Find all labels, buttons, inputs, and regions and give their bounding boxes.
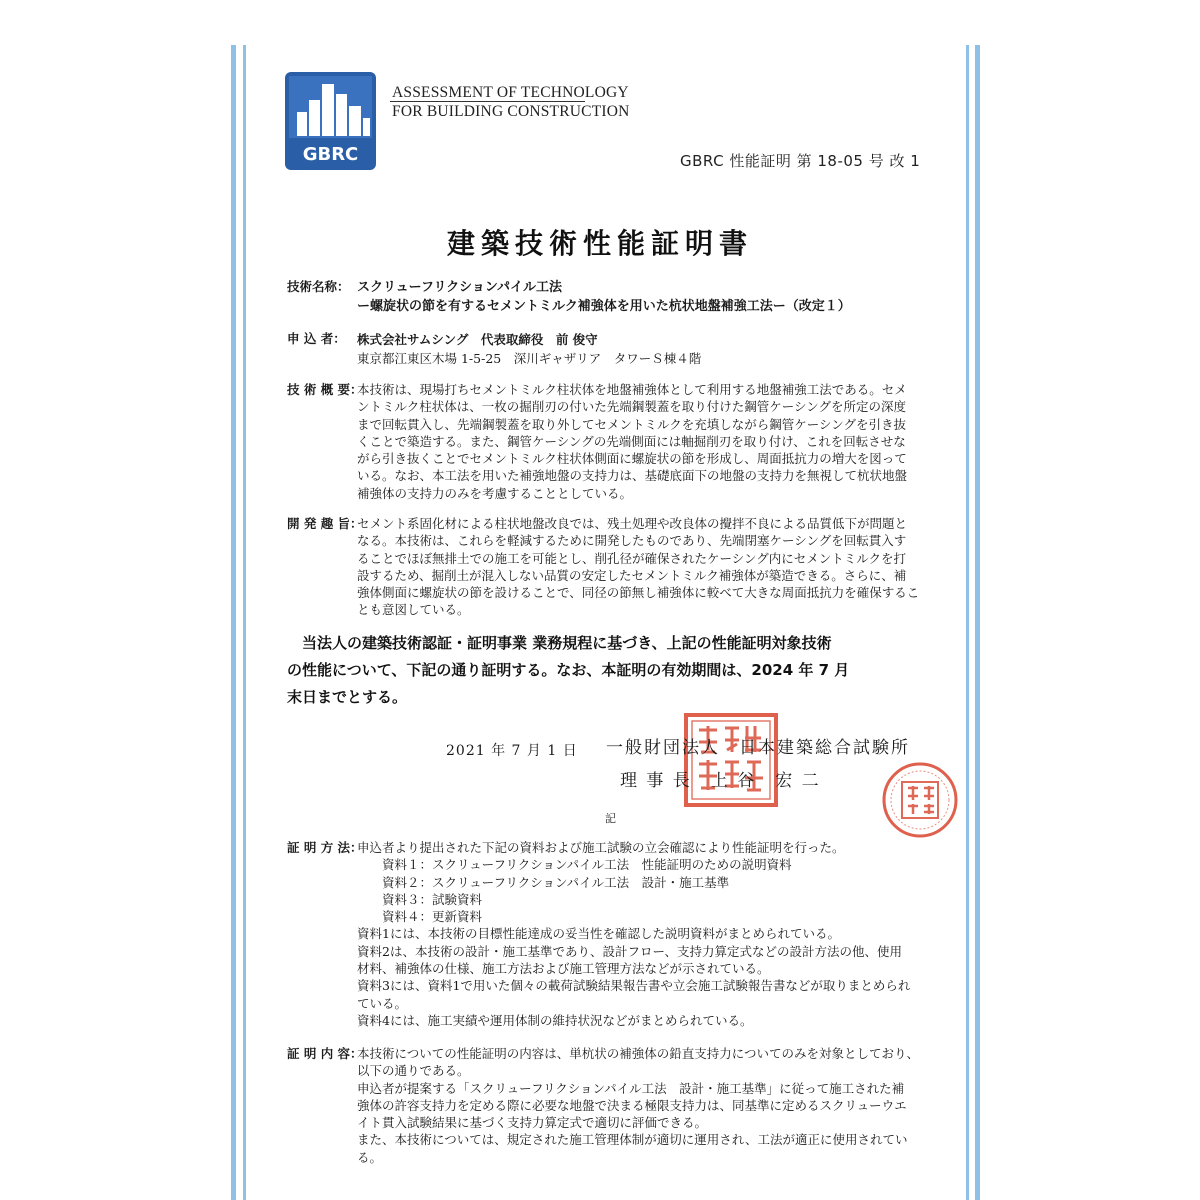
purpose-line: ることでほぼ無排土での施工を可能とし、削孔径が確保されたケーシング内にセメントミルクを打 (357, 550, 906, 566)
method-line: 資料４：更新資料 (357, 909, 483, 925)
method-line: 資料4には、施工実績や運用体制の維持状況などがまとめられている。 (357, 1012, 753, 1028)
method-line: 資料３：試験資料 (357, 891, 483, 907)
border-line-left-outer (231, 45, 236, 1200)
brand-divider (390, 101, 585, 102)
brand-line-2: FOR BUILDING CONSTRUCTION (392, 103, 630, 120)
overview-line: がら引き抜くことでセメントミルク柱状体側面に螺旋状の節を形成し、周面抵抗力の増大を図って (357, 451, 907, 467)
president-name: 理 事 長 上 谷 宏 二 (620, 771, 821, 791)
organization-name: 一般財団法人 日本建築総合試験所 (606, 738, 910, 758)
border-line-right-outer (975, 45, 980, 1200)
method-line: 資料１：スクリューフリクションパイル工法 性能証明のための説明資料 (357, 857, 792, 873)
applicant-label: 申 込 者： (287, 331, 346, 346)
content-line: 申込者が提案する「スクリューフリクションパイル工法 設計・施工基準」に従って施工された補 (357, 1080, 905, 1096)
president-seal (880, 760, 960, 840)
purpose-line: なる。本技術は、これらを軽減するために開発したものであり、先端閉塞ケーシングを回転貫入す (357, 533, 907, 549)
applicant-body (357, 330, 947, 368)
overview-line: いる。なお、本工法を用いた補強地盤の支持力は、基礎底面下の地盤の支持力を無視して杭状地盤 (357, 468, 908, 484)
technology-line: ー螺旋状の節を有するセメントミルク補強体を用いた杭状地盤補強工法ー（改定１） (357, 299, 851, 314)
content-line: 本技術についての性能証明の内容は、単杭状の補強体の鉛直支持力についてのみを対象としており、 (357, 1046, 920, 1061)
border-line-right-inner (966, 45, 969, 1200)
technology-label: 技術名称： (287, 279, 350, 294)
declaration-line: の性能について、下記の通り証明する。なお、本証明の有効期間は、2024 年 7 月 (287, 661, 850, 679)
content-line: また、本技術については、規定された施工管理体制が適切に運用され、工法が適正に使用されてい (357, 1132, 908, 1148)
brand-text (392, 83, 630, 121)
declaration-line: 末日までとする。 (287, 688, 408, 706)
method-line: 材料、補強体の仕様、施工方法および施工管理方法などが示されている。 (357, 961, 770, 977)
method-line: 資料２：スクリューフリクションパイル工法 設計・施工基準 (357, 874, 730, 890)
overview-body (357, 381, 947, 502)
overview-label: 技 術 概 要： (287, 382, 363, 397)
purpose-line: とも意図している。 (357, 602, 470, 618)
content-line: イト貫入試験結果に基づく支持力算定式で適切に評価できる。 (357, 1115, 708, 1131)
technology-body (357, 278, 947, 316)
content-line: 以下の通りである。 (357, 1063, 470, 1079)
technology-line: スクリューフリクションパイル工法 (357, 280, 563, 295)
purpose-line: 強体側面に螺旋状の節を設けることで、同径の節無し補強体に較べて大きな周面抵抗力を確保するこ (357, 585, 920, 601)
method-line: 資料2は、本技術の設計・施工基準であり、設計フロー、支持力算定式などの設計方法の他、使用 (357, 943, 902, 959)
content-label: 証 明 内 容： (287, 1046, 363, 1061)
overview-line: 本技術は、現場打ちセメントミルク柱状体を地盤補強体として利用する地盤補強工法である。セメ (357, 382, 907, 397)
applicant-line: 株式会社サムシング 代表取締役 前 俊守 (357, 332, 598, 347)
method-line: 資料3には、資料1で用いた個々の載荷試験結果報告書や立会施工試験報告書などが取りまとめられ (357, 978, 911, 994)
purpose-body (357, 515, 947, 619)
issue-date: 2021 年 7 月 1 日 (446, 743, 578, 759)
content-body (357, 1045, 947, 1166)
document-title: 建築技術性能証明書 (446, 227, 753, 260)
brand-line-1: ASSESSMENT OF TECHNOLOGY (392, 84, 629, 101)
purpose-label: 開 発 趣 旨： (287, 516, 363, 531)
method-line: 資料1には、本技術の目標性能達成の妥当性を確認した説明資料がまとめられている。 (357, 926, 840, 942)
method-line: ている。 (357, 995, 408, 1011)
logo-acronym: GBRC (302, 144, 359, 165)
content-line: る。 (357, 1149, 383, 1165)
overview-line: くことで築造する。また、鋼管ケーシングの先端側面には軸掘削刃を取り付け、これを回転させな (357, 433, 906, 449)
ki-mark: 記 (605, 812, 616, 825)
certificate-number: GBRC 性能証明 第 18-05 号 改 1 (680, 152, 921, 170)
overview-line: 補強体の支持力のみを考慮することとしている。 (357, 485, 633, 501)
declaration (287, 630, 947, 711)
method-line: 申込者より提出された下記の資料および施工試験の立会確認により性能証明を行った。 (357, 840, 845, 855)
method-body (357, 839, 947, 1029)
method-label: 証 明 方 法： (287, 840, 363, 855)
content-line: 強体の許容支持力を定める際に必要な地盤で決まる極限支持力は、同基準に定めるスクリューウエ (357, 1097, 907, 1113)
organization-seal (683, 712, 779, 808)
purpose-line: 設するため、掘削土が混入しない品質の安定したセメントミルク補強体が築造できる。さらに、補 (357, 567, 907, 583)
overview-line: まで回転貫入し、先端鋼製蓋を取り外してセメントミルクを充填しながら鋼管ケーシングを引き抜 (357, 416, 906, 432)
overview-line: ントミルク柱状体は、一枚の掘削刃の付いた先端鋼製蓋を取り付けた鋼管ケーシングを所定の深度 (357, 399, 906, 415)
declaration-line: 当法人の建築技術認証・証明事業 業務規程に基づき、上記の性能証明対象技術 (287, 634, 832, 652)
border-line-left-inner (243, 45, 246, 1200)
purpose-line: セメント系固化材による柱状地盤改良では、残土処理や改良体の攪拌不良による品質低下が問題と (357, 516, 908, 531)
applicant-line: 東京都江東区木場 1-5-25 深川ギャザリア タワーＳ棟４階 (357, 351, 702, 366)
gbrc-logo (285, 72, 376, 170)
